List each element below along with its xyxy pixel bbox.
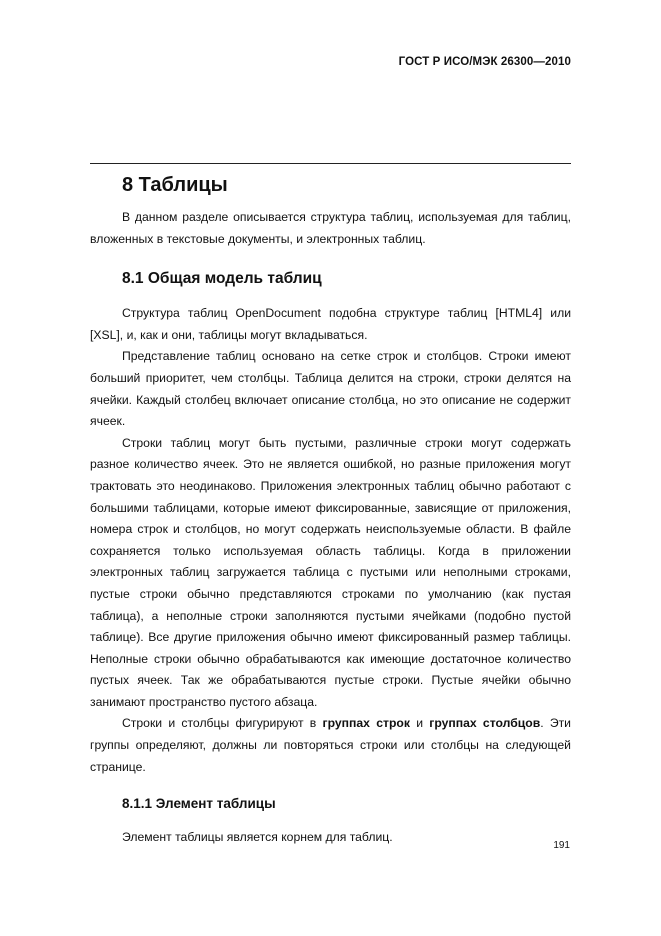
paragraph-empty-rows: Строки таблиц могут быть пустыми, различные строки могут содержать разное количество ячеек. Это не является ошибкой, но разные приложения могут трактовать это неодинаково. Приложения электронных таблиц обычно работают с большими таблицами, которые имеют фиксированные, зависящие от приложения, номера строк и столбцов, но могут содержать неиспользуемые области. В файле сохраняется только используемая область таблицы. Когда в приложении электронных таблиц загружается таблица с пустыми или неполными строками, пустые строки обычно представляются строками по умолчанию (как пустая таблица), а неполные строки заполняются пустыми ячейками (подобно пустой таблице). Все другие приложения обычно имеют фиксированный размер таблицы. Неполные строки обычно обрабатываются как имеющие достаточное количество пустых ячеек. Так же обрабатываются пустые строки. Пустые ячейки обычно занимают пространство пустого абзаца. [90, 435, 571, 709]
paragraph-table-element: Элемент таблицы является корнем для таблиц. [122, 830, 393, 845]
paragraph-grid: Представление таблиц основано на сетке строк и столбцов. Строки имеют больший приоритет, чем столбцы. Таблица делится на строки, строки делятся на ячейки. Каждый столбец включает описание столбца, но это описание не содержит ячеек. [90, 349, 571, 429]
paragraph-groups [90, 713, 571, 778]
paragraph-groups-text-1: Строки и столбцы фигурируют в [122, 716, 323, 731]
page-number: 191 [553, 840, 570, 851]
document-standard-header: ГОСТ Р ИСО/МЭК 26300—2010 [398, 56, 571, 68]
subsection-title: 8.1 Общая модель таблиц [122, 270, 322, 288]
subsubsection-title: 8.1.1 Элемент таблицы [122, 796, 276, 812]
term-column-groups: группах столбцов [429, 716, 541, 731]
term-row-groups: группах строк [322, 716, 410, 731]
page-content [90, 170, 571, 849]
paragraph-groups-text-3: . Эти группы определяют, должны ли повторяться строки или столбцы на следующей странице. [90, 716, 571, 774]
paragraph-structure: Структура таблиц OpenDocument подобна структуре таблиц [HTML4] или [XSL], и, как и они, таблицы могут вкладываться. [90, 306, 571, 342]
section-intro-paragraph: В данном разделе описывается структура таблиц, используемая для таблиц, вложенных в текстовые документы, и электронных таблиц. [90, 210, 571, 246]
paragraph-groups-text-2: и [409, 716, 430, 731]
section-title: 8 Таблицы [122, 174, 228, 196]
header-divider [90, 163, 571, 164]
